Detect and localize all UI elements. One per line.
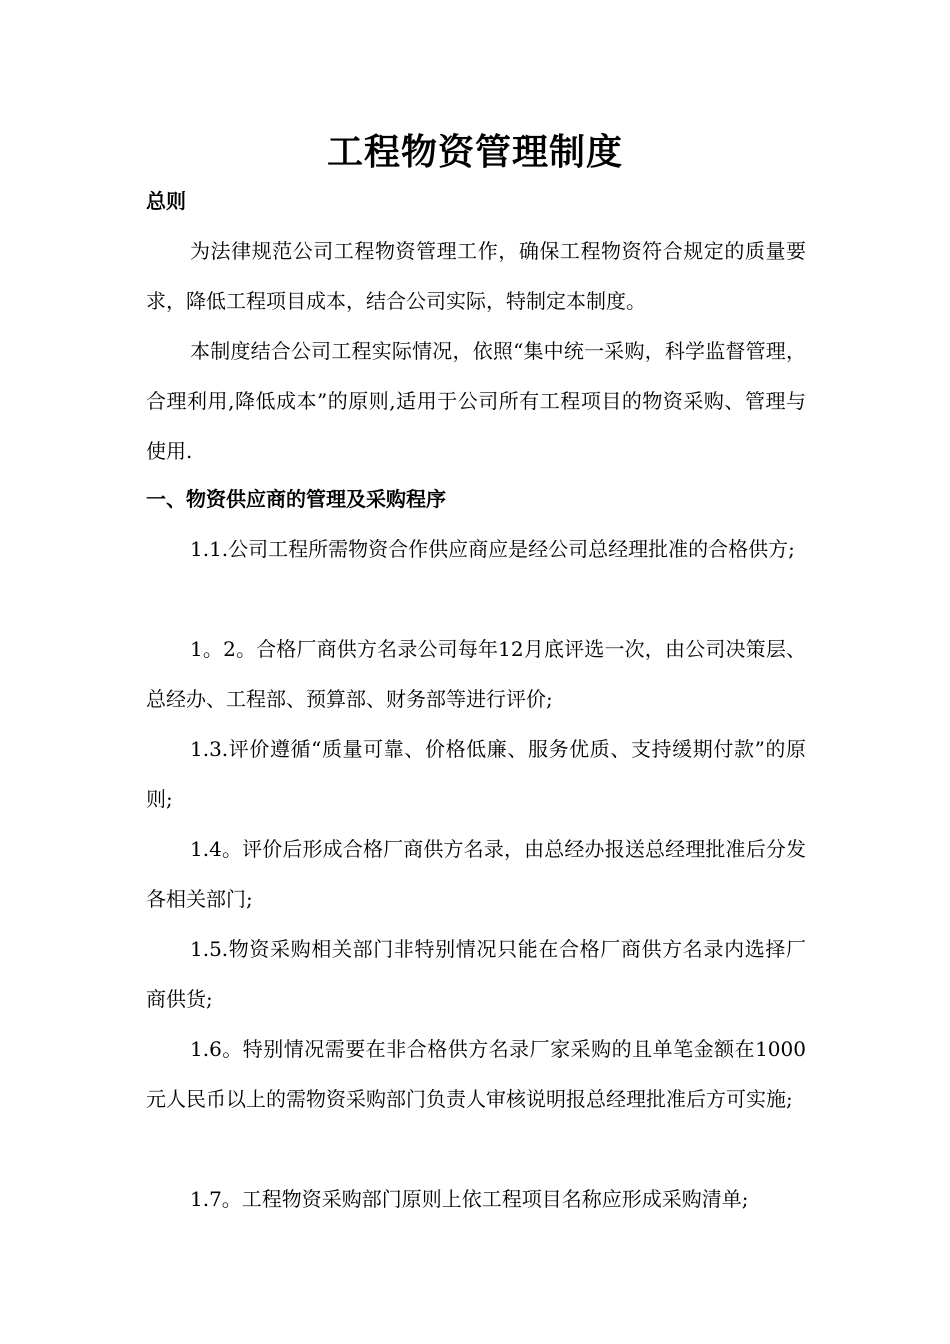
section-1-item-6: 1.6。特别情况需要在非合格供方名录厂家采购的且单笔金额在1000元人民币以上的需物资采购部门负责人审核说明报总经理批准后方可实施; <box>146 1037 806 1111</box>
general-heading: 总则 <box>146 189 186 213</box>
section-1-item-7: 1.7。工程物资采购部门原则上依工程项目名称应形成采购清单; <box>190 1187 749 1211</box>
section-1-item-5: 1.5.物资采购相关部门非特别情况只能在合格厂商供方名录内选择厂商供货; <box>146 937 806 1011</box>
section-1-item-1: 1.1.公司工程所需物资合作供应商应是经公司总经理批准的合格供方; <box>190 537 795 561</box>
section-1-item-4: 1.4。评价后形成合格厂商供方名录，由总经办报送总经理批准后分发各相关部门; <box>146 837 806 911</box>
section-1-item-2: 1。2。合格厂商供方名录公司每年12月底评选一次，由公司决策层、总经办、工程部、预算部、财务部等进行评价; <box>146 637 806 711</box>
general-paragraph-1: 为法律规范公司工程物资管理工作，确保工程物资符合规定的质量要求，降低工程项目成本，结合公司实际，特制定本制度。 <box>146 239 806 313</box>
document-title: 工程物资管理制度 <box>326 131 623 173</box>
section-1-item-3: 1.3.评价遵循“质量可靠、价格低廉、服务优质、支持缓期付款”的原则; <box>146 737 806 811</box>
section-1-heading: 一、物资供应商的管理及采购程序 <box>146 487 446 511</box>
general-paragraph-2: 本制度结合公司工程实际情况，依照“集中统一采购，科学监督管理，合理利用,降低成本”的原则,适用于公司所有工程项目的物资采购、管理与使用. <box>146 339 806 463</box>
